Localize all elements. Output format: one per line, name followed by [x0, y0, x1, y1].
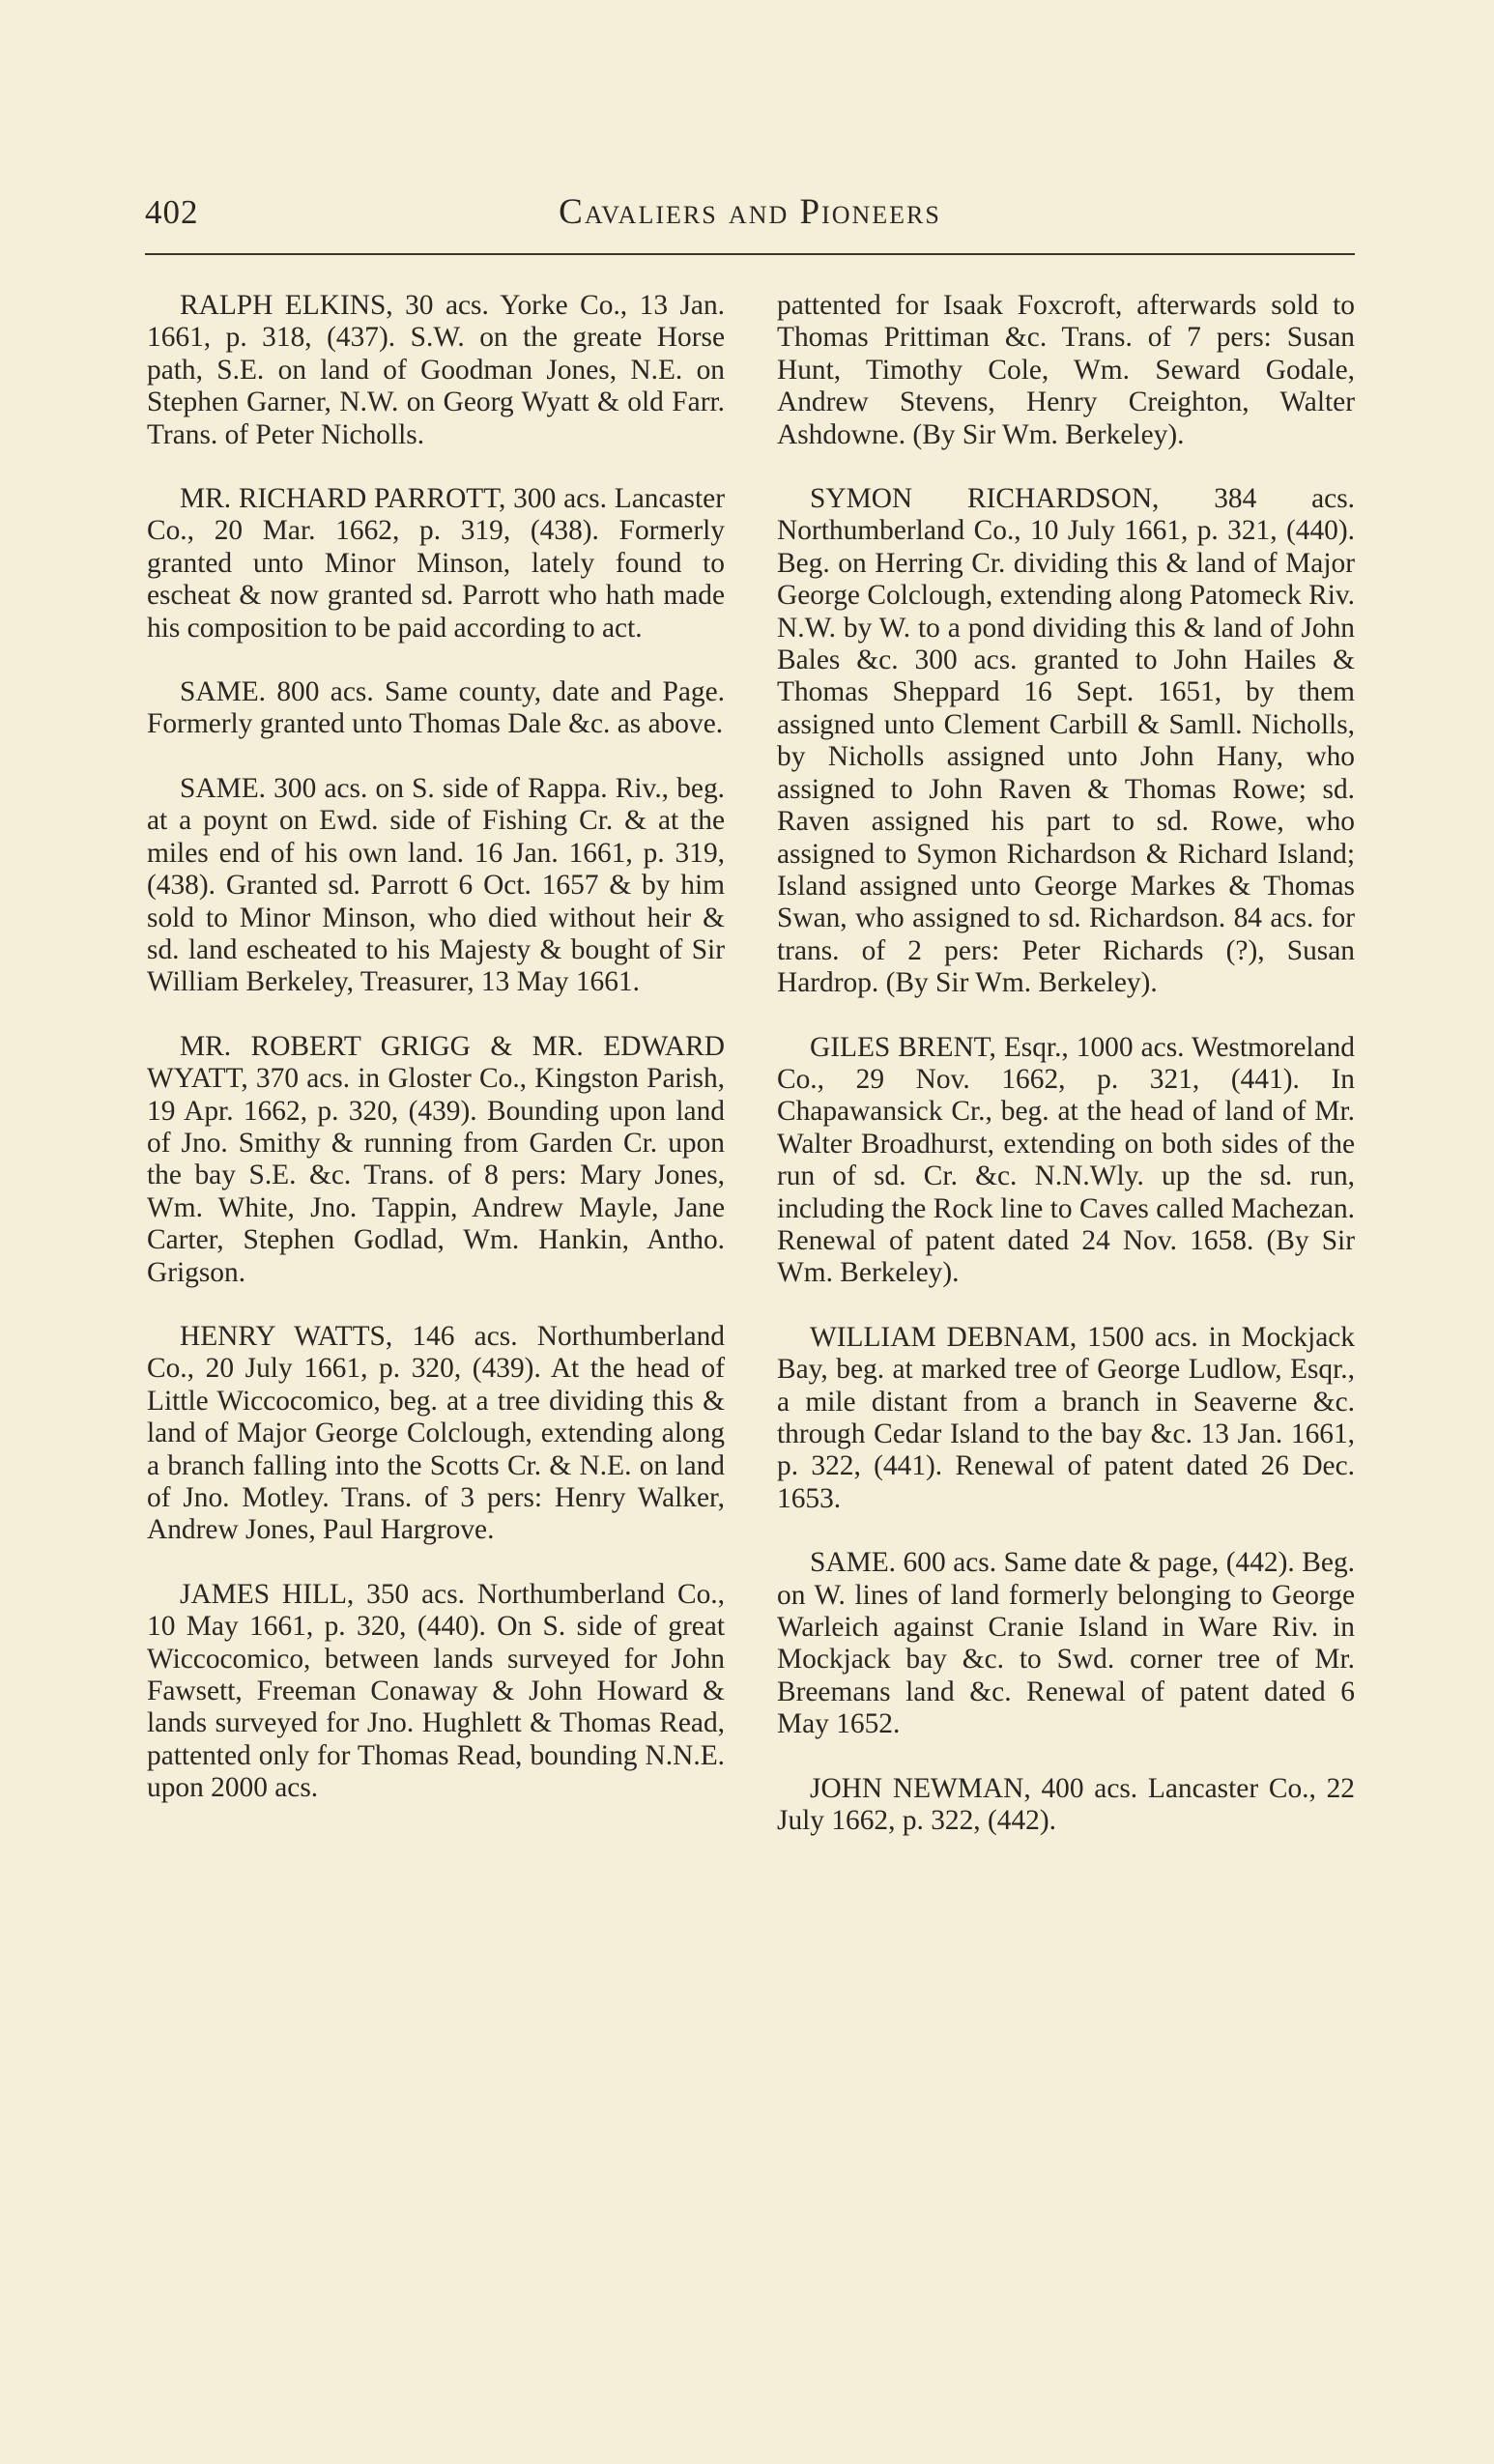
- entry-james-hill: JAMES HILL, 350 acs. Northumberland Co., 10 May 1661, p. 320, (440). On S. side of great Wiccocomico, between lands surveyed for John Fawsett, Freeman Conaway & John Howard & lands surveyed for Jno. Hughlett & Thomas Read, pattented only for Thomas Read, bounding N.N.E. upon 2000 acs.: [147, 1578, 725, 1804]
- right-column: [777, 290, 1355, 1869]
- header-rule: [145, 253, 1355, 255]
- left-column: [147, 290, 725, 1837]
- page-header: [145, 191, 1355, 242]
- entry-william-debnam: WILLIAM DEBNAM, 1500 acs. in Mockjack Bay, beg. at marked tree of George Ludlow, Esqr., a mile distant from a branch in Seaverne &c. through Cedar Island to the bay &c. 13 Jan. 1661, p. 322, (441). Renewal of patent dated 26 Dec. 1653.: [777, 1321, 1355, 1514]
- entry-john-newman: JOHN NEWMAN, 400 acs. Lancaster Co., 22 July 1662, p. 322, (442).: [777, 1772, 1355, 1837]
- running-title: Cavaliers and Pioneers: [559, 192, 941, 232]
- entry-symon-richardson: SYMON RICHARDSON, 384 acs. Northumberland Co., 10 July 1661, p. 321, (440). Beg. on Herring Cr. dividing this & land of Major George Colclough, extending along Patomeck Riv. N.W. by W. to a pond dividing this & land of John Bales &c. 300 acs. granted to John Hailes & Thomas Sheppard 16 Sept. 1651, by them assigned unto Clement Carbill & Samll. Nicholls, by Nicholls assigned unto John Hany, who assigned to John Raven & Thomas Rowe; sd. Raven assigned his part to sd. Rowe, who assigned to Symon Richardson & Richard Island; Island assigned unto George Markes & Thomas Swan, who assigned to sd. Richardson. 84 acs. for trans. of 2 pers: Peter Richards (?), Susan Hardrop. (By Sir Wm. Berkeley).: [777, 483, 1355, 999]
- entry-grigg-wyatt: MR. ROBERT GRIGG & MR. EDWARD WYATT, 370 acs. in Gloster Co., Kingston Parish, 19 Apr. 1662, p. 320, (439). Bounding upon land of Jno. Smithy & running from Garden Cr. upon the bay S.E. &c. Trans. of 8 pers: Mary Jones, Wm. White, Jno. Tappin, Andrew Mayle, Jane Carter, Stephen Godlad, Wm. Hankin, Antho. Grigson.: [147, 1030, 725, 1288]
- entry-parrott-same-800: SAME. 800 acs. Same county, date and Page. Formerly granted unto Thomas Dale &c. as above.: [147, 676, 725, 740]
- entry-ralph-elkins: RALPH ELKINS, 30 acs. Yorke Co., 13 Jan. 1661, p. 318, (437). S.W. on the greate Horse path, S.E. on land of Goodman Jones, N.E. on Stephen Garner, N.W. on Georg Wyatt & old Farr. Trans. of Peter Nicholls.: [147, 290, 725, 450]
- entry-debnam-same-600: SAME. 600 acs. Same date & page, (442). Beg. on W. lines of land formerly belonging to George Warleich against Cranie Island in Ware Riv. in Mockjack bay &c. to Swd. corner tree of Mr. Breemans land &c. Renewal of patent dated 6 May 1652.: [777, 1547, 1355, 1740]
- entry-giles-brent: GILES BRENT, Esqr., 1000 acs. Westmoreland Co., 29 Nov. 1662, p. 321, (441). In Chapawansick Cr., beg. at the head of land of Mr. Walter Broadhurst, extending on both sides of the run of sd. Cr. &c. N.N.Wly. up the sd. run, including the Rock line to Caves called Machezan. Renewal of patent dated 24 Nov. 1658. (By Sir Wm. Berkeley).: [777, 1031, 1355, 1289]
- entry-parrott-same-300: SAME. 300 acs. on S. side of Rappa. Riv., beg. at a poynt on Ewd. side of Fishing Cr. & at the miles end of his own land. 16 Jan. 1661, p. 319, (438). Granted sd. Parrott 6 Oct. 1657 & by him sold to Minor Minson, who died without heir & sd. land escheated to his Majesty & bought of Sir William Berkeley, Treasurer, 13 May 1661.: [147, 772, 725, 998]
- entry-richard-parrott: MR. RICHARD PARROTT, 300 acs. Lancaster Co., 20 Mar. 1662, p. 319, (438). Formerly granted unto Minor Minson, lately found to escheat & now granted sd. Parrott who hath made his composition to be paid according to act.: [147, 483, 725, 644]
- page-number: 402: [145, 193, 199, 231]
- entry-henry-watts: HENRY WATTS, 146 acs. Northumberland Co., 20 July 1661, p. 320, (439). At the head of Little Wiccocomico, beg. at a tree dividing this & land of Major George Colclough, extending along a branch falling into the Scotts Cr. & N.E. on land of Jno. Motley. Trans. of 3 pers: Henry Walker, Andrew Jones, Paul Hargrove.: [147, 1320, 725, 1546]
- entry-james-hill-continued: pattented for Isaak Foxcroft, afterwards sold to Thomas Prittiman &c. Trans. of 7 pers: Susan Hunt, Timothy Cole, Wm. Seward Godale, Andrew Stevens, Henry Creighton, Walter Ashdowne. (By Sir Wm. Berkeley).: [777, 290, 1355, 450]
